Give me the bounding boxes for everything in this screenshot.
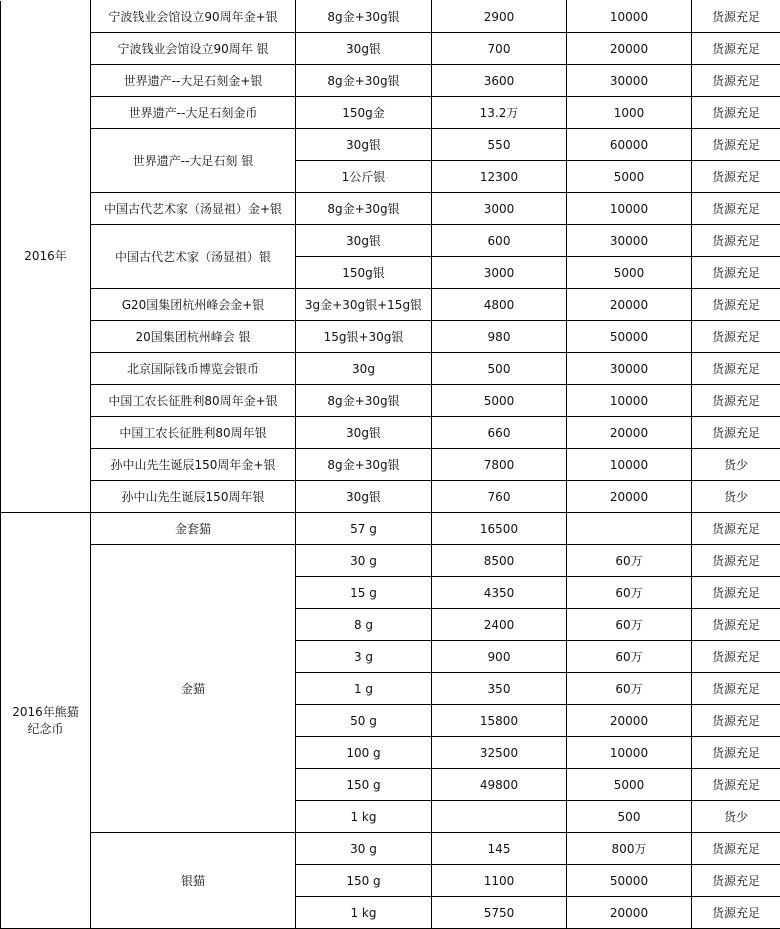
- stock-cell: 货源充足: [692, 289, 780, 321]
- volume-cell: 5000: [567, 257, 692, 289]
- price-cell: 500: [432, 353, 567, 385]
- volume-cell: 20000: [567, 289, 692, 321]
- price-cell: 980: [432, 321, 567, 353]
- stock-cell: 货源充足: [692, 545, 780, 577]
- coin-name-cell: G20国集团杭州峰会金+银: [91, 289, 296, 321]
- spec-cell: 30g银: [296, 129, 432, 161]
- year-cell: [1, 513, 91, 929]
- coin-name-cell: 世界遗产--大足石刻金币: [91, 97, 296, 129]
- table-row: [1, 353, 780, 385]
- table-row: [1, 513, 780, 545]
- spec-cell: 1 kg: [296, 801, 432, 833]
- price-cell: 3000: [432, 193, 567, 225]
- stock-cell: 货少: [692, 801, 780, 833]
- coin-name-cell: 孙中山先生诞辰150周年金+银: [91, 449, 296, 481]
- price-cell: 49800: [432, 769, 567, 801]
- spec-cell: 1公斤银: [296, 161, 432, 193]
- coin-name-cell: 中国古代艺术家（汤显祖）银: [91, 225, 296, 289]
- spec-cell: 150 g: [296, 769, 432, 801]
- spec-cell: 3 g: [296, 641, 432, 673]
- coin-name-cell: 中国古代艺术家（汤显祖）金+银: [91, 193, 296, 225]
- table-row: [1, 33, 780, 65]
- price-cell: 145: [432, 833, 567, 865]
- stock-cell: 货源充足: [692, 385, 780, 417]
- spec-cell: 8g金+30g银: [296, 1, 432, 33]
- volume-cell: 50000: [567, 865, 692, 897]
- volume-cell: 10000: [567, 385, 692, 417]
- stock-cell: 货源充足: [692, 1, 780, 33]
- coin-name-cell: 中国工农长征胜利80周年金+银: [91, 385, 296, 417]
- table-row: [1, 833, 780, 865]
- stock-cell: 货源充足: [692, 513, 780, 545]
- table-row: [1, 545, 780, 577]
- price-cell: 2900: [432, 1, 567, 33]
- volume-cell: 10000: [567, 1, 692, 33]
- volume-cell: [567, 513, 692, 545]
- spec-cell: 15 g: [296, 577, 432, 609]
- year-line: 纪念币: [27, 721, 64, 736]
- spec-cell: 150g金: [296, 97, 432, 129]
- volume-cell: 30000: [567, 353, 692, 385]
- stock-cell: 货源充足: [692, 641, 780, 673]
- spec-cell: 100 g: [296, 737, 432, 769]
- table-row: [1, 65, 780, 97]
- table-row: [1, 97, 780, 129]
- spec-cell: 150 g: [296, 865, 432, 897]
- price-cell: 1100: [432, 865, 567, 897]
- stock-cell: 货源充足: [692, 417, 780, 449]
- price-cell: 15800: [432, 705, 567, 737]
- coin-name-cell: 中国工农长征胜利80周年银: [91, 417, 296, 449]
- price-cell: 32500: [432, 737, 567, 769]
- spec-cell: 8g金+30g银: [296, 449, 432, 481]
- price-cell: 13.2万: [432, 97, 567, 129]
- volume-cell: 500: [567, 801, 692, 833]
- volume-cell: 800万: [567, 833, 692, 865]
- volume-cell: 60万: [567, 673, 692, 705]
- price-cell: [432, 801, 567, 833]
- price-cell: 2400: [432, 609, 567, 641]
- stock-cell: 货源充足: [692, 769, 780, 801]
- table-row: [1, 321, 780, 353]
- volume-cell: 10000: [567, 449, 692, 481]
- volume-cell: 60000: [567, 129, 692, 161]
- coin-name-cell: 银猫: [91, 833, 296, 929]
- spec-cell: 8g金+30g银: [296, 193, 432, 225]
- volume-cell: 10000: [567, 737, 692, 769]
- price-cell: 900: [432, 641, 567, 673]
- volume-cell: 5000: [567, 769, 692, 801]
- spec-cell: 30 g: [296, 545, 432, 577]
- stock-cell: 货源充足: [692, 129, 780, 161]
- price-cell: 350: [432, 673, 567, 705]
- table-row: [1, 193, 780, 225]
- stock-cell: 货源充足: [692, 321, 780, 353]
- coin-name-cell: 金猫: [91, 545, 296, 833]
- coin-name-cell: 世界遗产--大足石刻 银: [91, 129, 296, 193]
- stock-cell: 货少: [692, 481, 780, 513]
- spec-cell: 30g银: [296, 225, 432, 257]
- year-line: 2016年熊猫: [12, 704, 79, 719]
- stock-cell: 货源充足: [692, 897, 780, 929]
- price-cell: 8500: [432, 545, 567, 577]
- stock-cell: 货源充足: [692, 225, 780, 257]
- volume-cell: 50000: [567, 321, 692, 353]
- price-cell: 660: [432, 417, 567, 449]
- spec-cell: 8g金+30g银: [296, 385, 432, 417]
- volume-cell: 10000: [567, 193, 692, 225]
- volume-cell: 60万: [567, 545, 692, 577]
- stock-cell: 货源充足: [692, 737, 780, 769]
- stock-cell: 货源充足: [692, 577, 780, 609]
- price-cell: 12300: [432, 161, 567, 193]
- spec-cell: 150g银: [296, 257, 432, 289]
- price-cell: 600: [432, 225, 567, 257]
- volume-cell: 20000: [567, 417, 692, 449]
- table-row: [1, 417, 780, 449]
- coin-name-cell: 宁波钱业会馆设立90周年金+银: [91, 1, 296, 33]
- price-cell: 760: [432, 481, 567, 513]
- coin-name-cell: 金套猫: [91, 513, 296, 545]
- volume-cell: 1000: [567, 97, 692, 129]
- table-row: [1, 1, 780, 33]
- table-row: [1, 289, 780, 321]
- price-cell: 16500: [432, 513, 567, 545]
- volume-cell: 20000: [567, 481, 692, 513]
- spec-cell: 30g银: [296, 417, 432, 449]
- volume-cell: 30000: [567, 225, 692, 257]
- spec-cell: 57 g: [296, 513, 432, 545]
- price-cell: 3600: [432, 65, 567, 97]
- price-cell: 5750: [432, 897, 567, 929]
- table-row: [1, 129, 780, 161]
- spec-cell: 3g金+30g银+15g银: [296, 289, 432, 321]
- volume-cell: 60万: [567, 609, 692, 641]
- price-cell: 5000: [432, 385, 567, 417]
- price-cell: 3000: [432, 257, 567, 289]
- stock-cell: 货源充足: [692, 257, 780, 289]
- stock-cell: 货源充足: [692, 193, 780, 225]
- coin-name-cell: 宁波钱业会馆设立90周年 银: [91, 33, 296, 65]
- coin-name-cell: 北京国际钱币博览会银币: [91, 353, 296, 385]
- spec-cell: 50 g: [296, 705, 432, 737]
- coin-name-cell: 20国集团杭州峰会 银: [91, 321, 296, 353]
- stock-cell: 货源充足: [692, 865, 780, 897]
- volume-cell: 30000: [567, 65, 692, 97]
- table-row: [1, 225, 780, 257]
- volume-cell: 60万: [567, 641, 692, 673]
- stock-cell: 货源充足: [692, 353, 780, 385]
- coin-name-cell: 孙中山先生诞辰150周年银: [91, 481, 296, 513]
- volume-cell: 60万: [567, 577, 692, 609]
- stock-cell: 货少: [692, 449, 780, 481]
- price-cell: 4350: [432, 577, 567, 609]
- table-row: [1, 481, 780, 513]
- stock-cell: 货源充足: [692, 673, 780, 705]
- price-cell: 4800: [432, 289, 567, 321]
- spec-cell: 8 g: [296, 609, 432, 641]
- year-cell: 2016年: [1, 1, 91, 513]
- volume-cell: 20000: [567, 897, 692, 929]
- spec-cell: 1 kg: [296, 897, 432, 929]
- stock-cell: 货源充足: [692, 705, 780, 737]
- volume-cell: 5000: [567, 161, 692, 193]
- price-cell: 700: [432, 33, 567, 65]
- spec-cell: 30g: [296, 353, 432, 385]
- stock-cell: 货源充足: [692, 609, 780, 641]
- table-row: [1, 449, 780, 481]
- spec-cell: 8g金+30g银: [296, 65, 432, 97]
- volume-cell: 20000: [567, 33, 692, 65]
- table-row: [1, 385, 780, 417]
- spec-cell: 30g银: [296, 33, 432, 65]
- stock-cell: 货源充足: [692, 833, 780, 865]
- spec-cell: 1 g: [296, 673, 432, 705]
- stock-cell: 货源充足: [692, 161, 780, 193]
- spec-cell: 15g银+30g银: [296, 321, 432, 353]
- stock-cell: 货源充足: [692, 65, 780, 97]
- stock-cell: 货源充足: [692, 33, 780, 65]
- spec-cell: 30 g: [296, 833, 432, 865]
- price-cell: 7800: [432, 449, 567, 481]
- coin-name-cell: 世界遗产--大足石刻金+银: [91, 65, 296, 97]
- stock-cell: 货源充足: [692, 97, 780, 129]
- price-cell: 550: [432, 129, 567, 161]
- volume-cell: 20000: [567, 705, 692, 737]
- spec-cell: 30g银: [296, 481, 432, 513]
